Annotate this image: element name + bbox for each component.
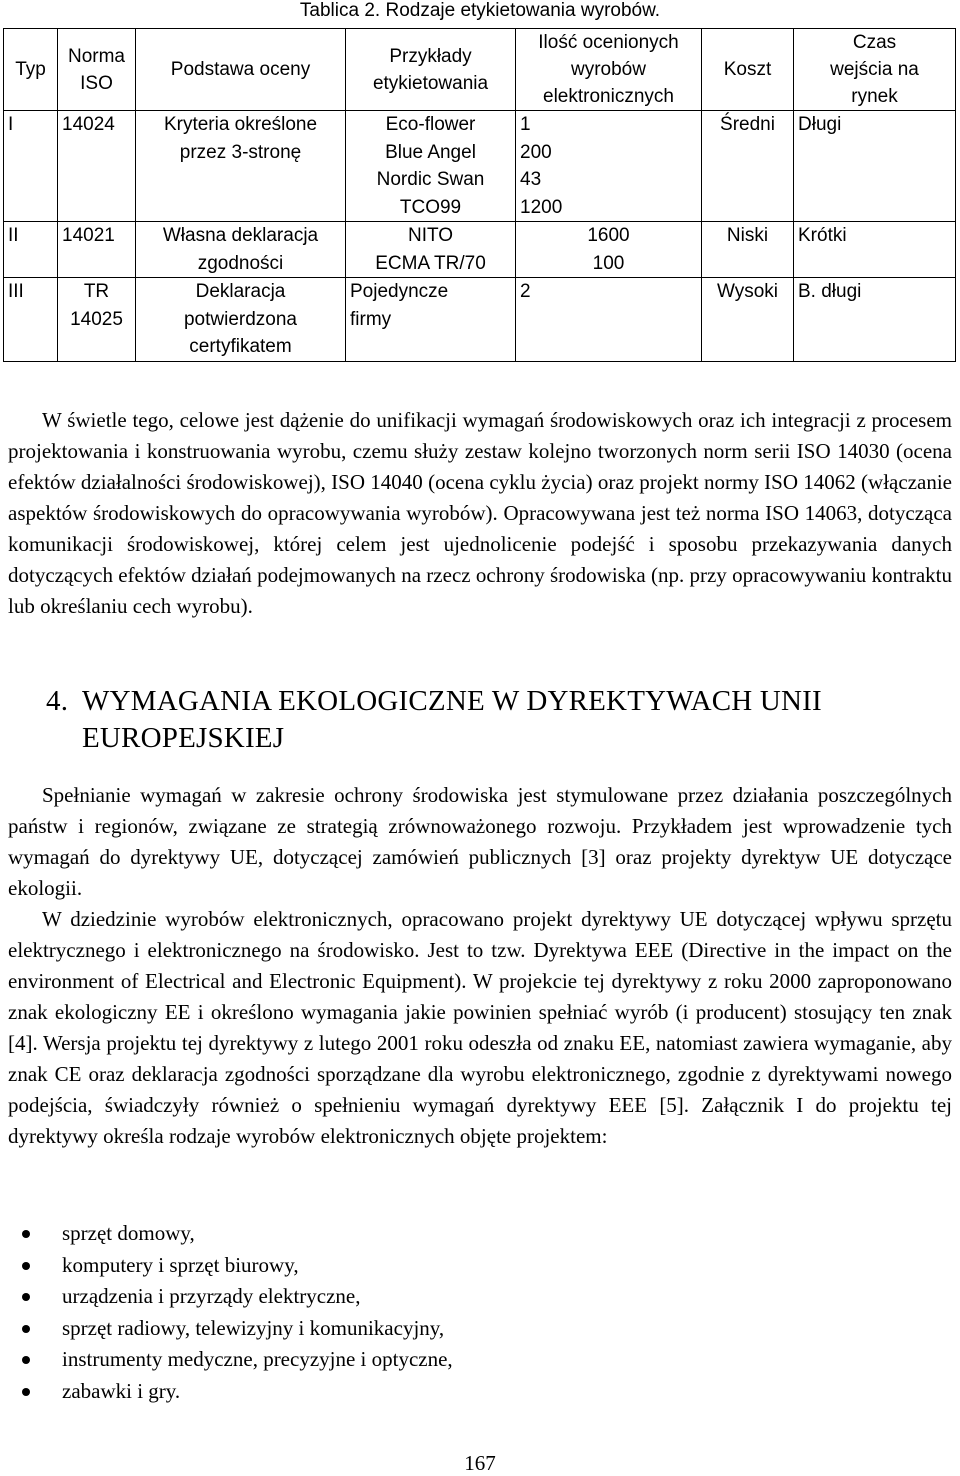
body-text-block-1 [8,405,952,622]
list-item-text: sprzęt radiowy, telewizyjny i komunikacyjny, [62,1315,445,1340]
section-title: WYMAGANIA EKOLOGICZNE W DYREKTYWACH UNII EUROPEJSKIEJ [82,685,822,754]
cell-podstawa: Deklaracja potwierdzona certyfikatem [136,278,346,362]
cell-przyklady: NITO ECMA TR/70 [346,222,516,278]
bullet-icon [22,1293,30,1301]
cell-przyklady: Pojedyncze firmy [346,278,516,362]
header-koszt: Koszt [702,29,794,111]
list-item-text: zabawki i gry. [62,1378,181,1403]
bullet-icon [22,1262,30,1270]
cell-koszt: Wysoki [702,278,794,362]
cell-czas: B. długi [794,278,956,362]
list-item [22,1344,453,1376]
cell-podstawa: Własna deklaracja zgodności [136,222,346,278]
cell-norma: 14021 [58,222,136,278]
cell-ilosc: 2 [516,278,702,362]
cell-przyklady: Eco-flower Blue Angel Nordic Swan TCO99 [346,111,516,222]
paragraph: W dziedzinie wyrobów elektronicznych, opracowano projekt dyrektywy UE dotyczącej wpływu sprzętu elektrycznego i elektronicznego na środowisko. Jest to tzw. Dyrektywa EEE (Directive in the impact on the environment of Electrical and Electronic Equipment). W projekcie tej dyrektywy z roku 2000 zaproponowano znak ekologiczny EE i określono wymagania jakie powinien spełniać wyrób (i producent) stosujący ten znak [4]. Wersja projektu tej dyrektywy z lutego 2001 roku odeszła od znaku EE, natomiast zawiera wymaganie, aby znak CE oraz deklaracja zgodności sporządzane dla wyrobu elektronicznego, zgodnie z dyrektywami nowego podejścia, świadczyły również o spełnieniu wymagań dyrektywy EEE [5]. Załącznik I do projektu tej dyrektywy określa rodzaje wyrobów elektronicznych objęte projektem: [8,907,952,1148]
section-heading [46,683,946,757]
cell-norma: 14024 [58,111,136,222]
header-typ: Typ [4,29,58,111]
header-podstawa-oceny: Podstawa oceny [136,29,346,111]
cell-czas: Krótki [794,222,956,278]
paragraph: W świetle tego, celowe jest dążenie do unifikacji wymagań środowiskowych oraz ich integracji z procesem projektowania i konstruowania wyrobu, czemu służy zestaw kolejno tworzonych norm serii ISO 14030 (ocena efektów działalności środowiskowej), ISO 14040 (ocena cyklu życia) oraz projekt normy ISO 14062 (włączanie aspektów środowiskowych do opracowywania wyrobów). Opracowywana jest też norma ISO 14063, dotycząca komunikacji środowiskowej, której celem jest ujednolicenie podejść i sposobu przekazywania danych dotyczących efektów działań podejmowanych na rzecz ochrony środowiska (np. przy opracowywaniu kontraktu lub określaniu cech wyrobu). [8,408,952,618]
cell-ilosc: 1 200 43 1200 [516,111,702,222]
product-types-list [22,1218,453,1408]
table-row [4,278,956,362]
bullet-icon [22,1388,30,1396]
page-number: 167 [464,1451,496,1475]
table-header-row [4,29,956,111]
bullet-icon [22,1325,30,1333]
bullet-icon [22,1356,30,1364]
table-row [4,222,956,278]
table-row [4,111,956,222]
cell-typ: III [4,278,58,362]
cell-podstawa: Kryteria określone przez 3-stronę [136,111,346,222]
cell-norma: TR 14025 [58,278,136,362]
list-item-text: instrumenty medyczne, precyzyjne i optyczne, [62,1347,453,1372]
list-item-text: komputery i sprzęt biurowy, [62,1252,299,1277]
list-item-text: sprzęt domowy, [62,1221,195,1245]
labeling-types-table [3,28,956,362]
cell-ilosc: 1600 100 [516,222,702,278]
cell-koszt: Średni [702,111,794,222]
bullet-icon [22,1230,30,1238]
cell-typ: I [4,111,58,222]
table-caption: Tablica 2. Rodzaje etykietowania wyrobów. [299,0,661,21]
header-norma-iso: Norma ISO [58,29,136,111]
cell-typ: II [4,222,58,278]
list-item [22,1313,453,1345]
list-item [22,1218,453,1250]
header-czas: Czas wejścia na rynek [794,29,956,111]
header-przyklady: Przykłady etykietowania [346,29,516,111]
list-item [22,1281,453,1313]
list-item-text: urządzenia i przyrządy elektryczne, [62,1284,361,1309]
body-text-block-2 [8,780,952,1152]
header-ilosc: Ilość ocenionych wyrobów elektronicznych [516,29,702,111]
cell-czas: Długi [794,111,956,222]
list-item [22,1376,453,1408]
cell-koszt: Niski [702,222,794,278]
section-number: 4. [46,685,69,717]
paragraph: Spełnianie wymagań w zakresie ochrony środowiska jest stymulowane przez działania poszczególnych państw i regionów, związane ze strategią zrównoważonego rozwoju. Przykładem jest wprowadzenie tych wymagań do dyrektywy UE, dotyczącej zamówień publicznych [3] oraz projekty dyrektyw UE dotyczące ekologii. [8,783,952,900]
list-item [22,1250,453,1282]
